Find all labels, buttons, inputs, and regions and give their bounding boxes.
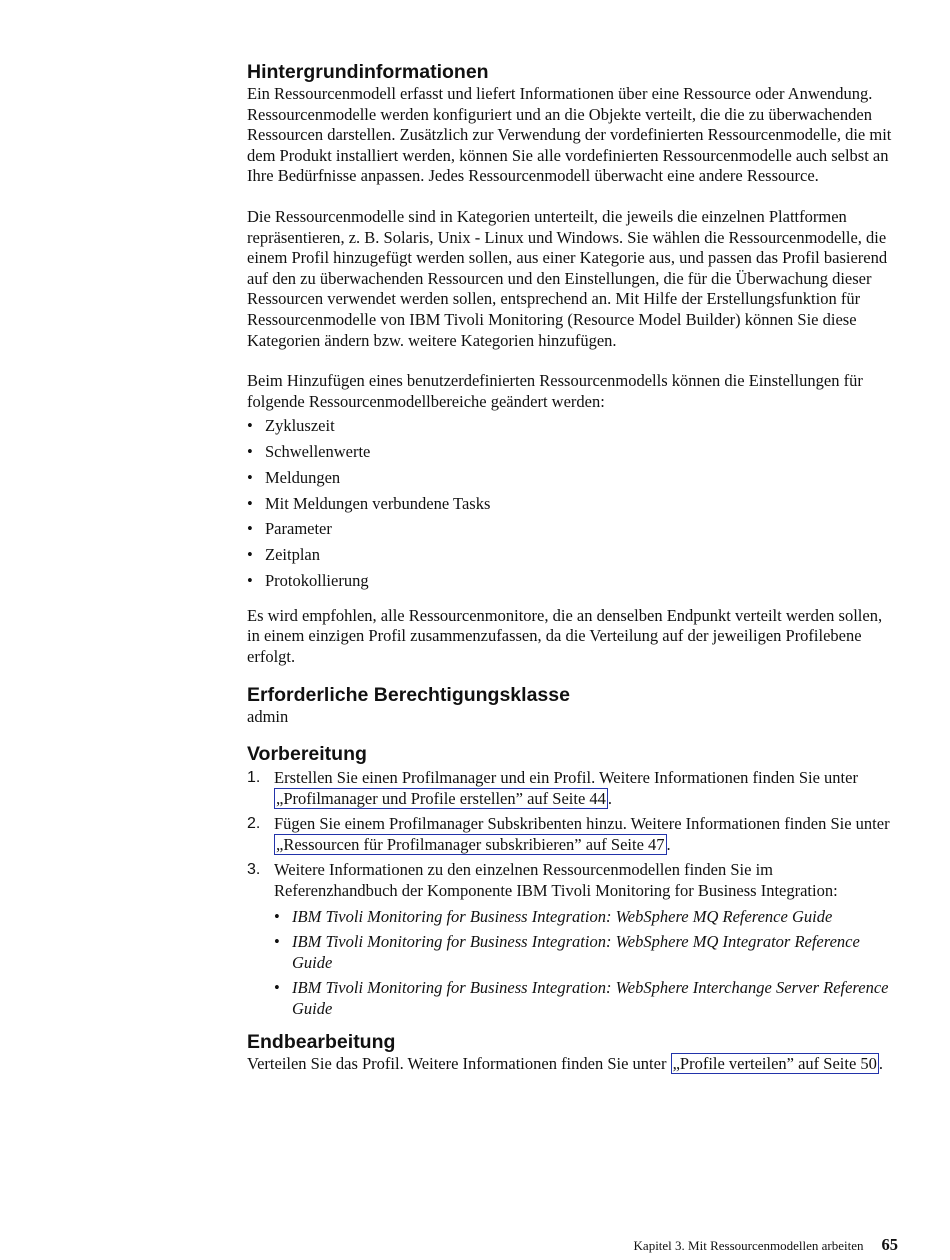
step-end: . xyxy=(666,834,671,854)
reference-guides-list xyxy=(274,907,897,1020)
step-number: 3. xyxy=(247,861,261,879)
list-item: • Meldungen xyxy=(247,468,897,489)
section-heading-preparation: Vorbereitung xyxy=(247,742,367,765)
authorization-role: admin xyxy=(247,707,289,727)
post-paragraph xyxy=(247,1054,897,1075)
list-item: • Zykluszeit xyxy=(247,416,897,437)
link-subscribe-resources[interactable]: „Ressourcen für Profilmanager subskribieren” auf Seite 47 xyxy=(276,834,665,854)
post-text: Verteilen Sie das Profil. Weitere Informationen finden Sie unter xyxy=(247,1053,671,1073)
section-heading-background: Hintergrundinformationen xyxy=(247,61,489,83)
background-paragraph-4: Es wird empfohlen, alle Ressourcenmonitore, die an denselben Endpunkt verteilt werden sollen, in einem einzigen Profil zusammenzufassen, da die Verteilung auf der jeweiligen Profilebene erfolgt. xyxy=(247,605,883,666)
background-paragraph-2: Die Ressourcenmodelle sind in Kategorien unterteilt, die jeweils die einzelnen Plattformen repräsentieren, z. B. Solaris, Unix - Linux und Windows. Sie wählen die Ressourcenmodelle, die einem Profil hinzugefügt werden sollen, aus einer Kategorie aus, und passen das Profil basierend auf den zu überwachenden Ressourcen und den Einstellungen, die für die Überwachung dieser Ressourcen verwendet werden sollen, entsprechend an. Mit Hilfe der Erstellungsfunktion für Ressourcenmodelle von IBM Tivoli Monitoring (Resource Model Builder) können Sie diese Kategorien ändern bzw. weitere Kategorien hinzufügen. xyxy=(247,206,888,350)
post-end: . xyxy=(878,1053,884,1073)
step-number: 1. xyxy=(247,768,261,786)
page-number: 65 xyxy=(881,1235,898,1254)
step-item xyxy=(247,860,897,1019)
step-text: Erstellen Sie einen Profilmanager und ein Profil. Weitere Informationen finden Sie unter xyxy=(274,767,858,787)
list-item: • Protokollierung xyxy=(247,571,897,592)
step-number: 2. xyxy=(247,815,261,833)
list-item: • Parameter xyxy=(247,519,897,540)
page-body xyxy=(247,60,897,1074)
section-heading-authorization: Erforderliche Berechtigungsklasse xyxy=(247,684,570,707)
link-distribute-profiles[interactable]: „Profile verteilen” auf Seite 50 xyxy=(672,1053,877,1073)
page-footer xyxy=(634,1236,898,1255)
step-end: . xyxy=(607,788,613,808)
list-item: • Schwellenwerte xyxy=(247,442,897,463)
reference-guide-item: • IBM Tivoli Monitoring for Business Integration: WebSphere MQ Integrator Reference Guide xyxy=(274,932,897,973)
step-text: Fügen Sie einem Profilmanager Subskribenten hinzu. Weitere Informationen finden Sie unter xyxy=(274,814,890,834)
step-item xyxy=(247,768,897,809)
reference-guide-item: • IBM Tivoli Monitoring for Business Integration: WebSphere MQ Reference Guide xyxy=(274,907,897,928)
step-text: Weitere Informationen zu den einzelnen Ressourcenmodellen finden Sie im Referenzhandbuch der Komponente IBM Tivoli Monitoring for Business Integration: xyxy=(274,860,838,900)
background-paragraph-3: Beim Hinzufügen eines benutzerdefinierten Ressourcenmodells können die Einstellungen für folgende Ressourcenmodellbereiche geändert werden: xyxy=(247,371,863,411)
step-item xyxy=(247,814,897,855)
background-paragraph-1: Ein Ressourcenmodell erfasst und liefert Informationen über eine Ressource oder Anwendung. Ressourcenmodelle werden konfiguriert und an die Objekte verteilt, die die zu überwachenden Ressourcen darstellen. Zusätzlich zur Verwendung der vordefinierten Ressourcenmodelle, die mit dem Produkt installiert werden, können Sie alle vordefinierten Ressourcenmodelle auch selbst an Ihre Bedürfnisse anpassen. Jedes Ressourcenmodell überwacht eine andere Ressource. xyxy=(247,84,892,186)
list-item: • Zeitplan xyxy=(247,545,897,566)
section-heading-post: Endbearbeitung xyxy=(247,1030,396,1053)
link-create-profile-manager[interactable]: „Profilmanager und Profile erstellen” auf Seite 44 xyxy=(276,788,606,808)
chapter-title: Kapitel 3. Mit Ressourcenmodellen arbeiten xyxy=(633,1238,864,1253)
list-item: • Mit Meldungen verbundene Tasks xyxy=(247,494,897,515)
resource-model-areas-list xyxy=(247,416,897,591)
preparation-steps xyxy=(247,768,897,1020)
reference-guide-item: • IBM Tivoli Monitoring for Business Integration: WebSphere Interchange Server Reference Guide xyxy=(274,978,897,1019)
